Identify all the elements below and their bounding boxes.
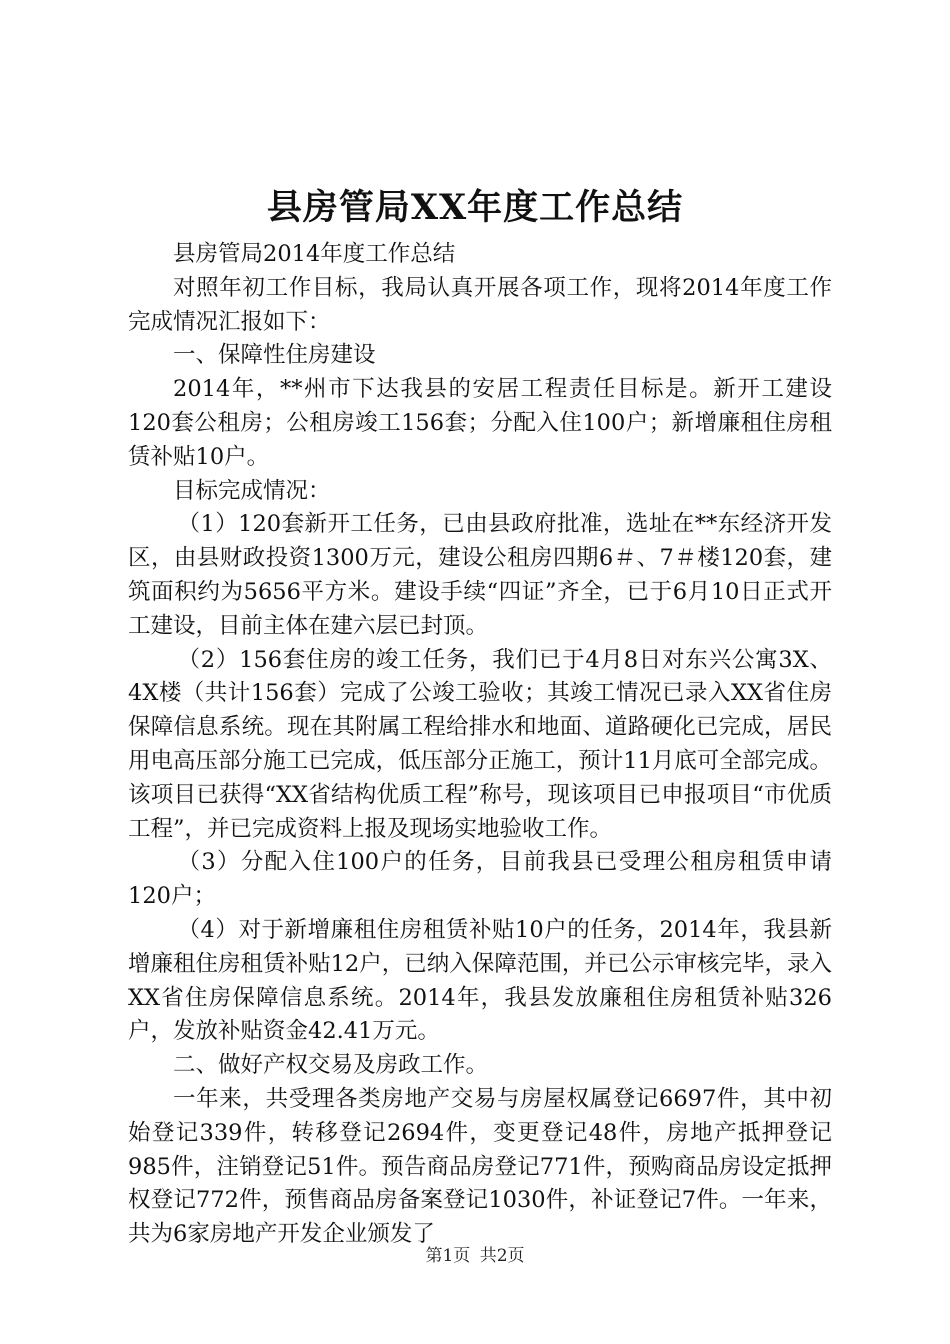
paragraph-item-4: （4）对于新增廉租住房租赁补贴10户的任务，2014年，我县新增廉租住房租赁补贴12户，已纳入保障范围，并已公示审核完毕，录入XX省住房保障信息系统。2014年，我县发放廉租住房租赁补贴326户，发放补贴资金42.41万元。 xyxy=(128,916,832,1045)
page-total: 共2页 xyxy=(479,1246,525,1266)
paragraph-intro: 对照年初工作目标，我局认真开展各项工作，现将2014年度工作完成情况汇报如下： xyxy=(128,274,832,335)
section-heading-2: 二、做好产权交易及房政工作。 xyxy=(173,1052,489,1079)
document-title: 县房管局XX年度工作总结 xyxy=(266,187,684,228)
paragraph-completion-heading: 目标完成情况： xyxy=(173,477,331,504)
document-body xyxy=(128,238,832,1252)
paragraph-item-2: （2）156套住房的竣工任务，我们已于4月8日对东兴公寓3X、4X楼（共计156套）完成了公竣工验收；其竣工情况已录入XX省住房保障信息系统。现在其附属工程给排水和地面、道路硬化已完成，居民用电高压部分施工已完成，低压部分正施工，预计11月底可全部完成。该项目已获得“XX省结构优质工程”称号，现该项目已申报项目“市优质工程”，并已完成资料上报及现场实地验收工作。 xyxy=(128,646,832,842)
paragraph-item-3: （3）分配入住100户的任务，目前我县已受理公租房租赁申请120户； xyxy=(128,849,832,910)
paragraph-targets: 2014年，**州市下达我县的安居工程责任目标是。新开工建设120套公租房；公租房竣工156套；分配入住100户；新增廉租住房租赁补贴10户。 xyxy=(128,376,832,470)
page-footer xyxy=(0,1244,950,1268)
page-number: 第1页 xyxy=(425,1246,471,1266)
paragraph-subtitle: 县房管局2014年度工作总结 xyxy=(173,241,456,267)
paragraph-item-1: （1）120套新开工任务，已由县政府批准，选址在**东经济开发区，由县财政投资1300万元，建设公租房四期6＃、7＃楼120套，建筑面积约为5656平方米。建设手续“四证”齐全，已于6月10日正式开工建设，目前主体在建六层已封顶。 xyxy=(128,511,832,639)
paragraph-registrations: 一年来，共受理各类房地产交易与房屋权属登记6697件，其中初始登记339件，转移登记2694件，变更登记48件，房地产抵押登记985件，注销登记51件。预告商品房登记771件，预购商品房设定抵押权登记772件，预售商品房备案登记1030件，补证登记7件。一年来，共为6家房地产开发企业颁发了 xyxy=(128,1085,832,1248)
section-heading-1: 一、保障性住房建设 xyxy=(173,342,376,369)
